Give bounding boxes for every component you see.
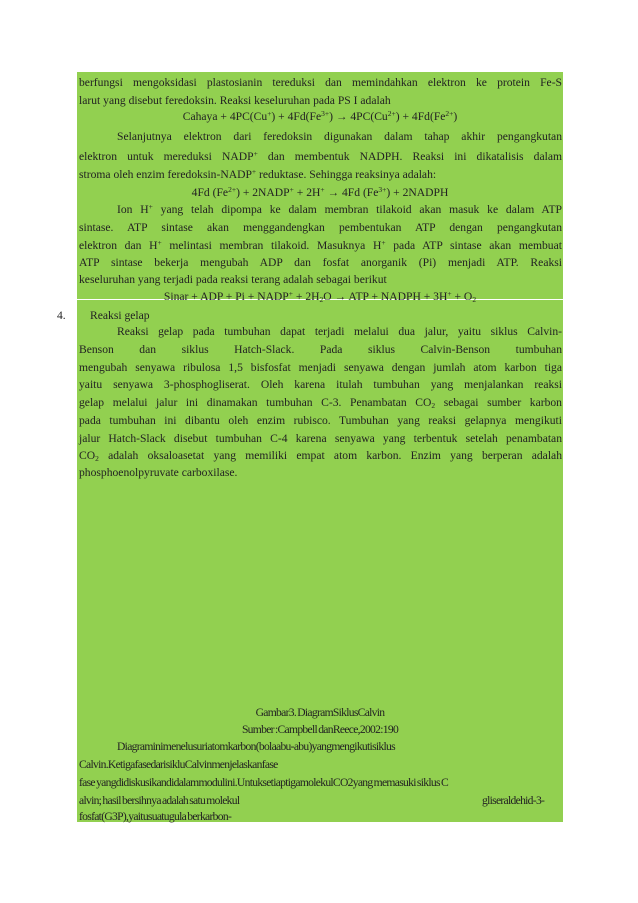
equation-nadph: 4Fd $(Fe^{2+})$ + 2NADP+ + 2H+ → 4Fd $(Fe^{3+})$ + 2NADPH	[191, 185, 449, 199]
paragraph-line: Reaksi gelap pada tumbuhan dapat terjadi melalui dua jalur, yaitu siklus Calvin-	[117, 325, 562, 338]
paragraph-line: Calvin.KetigafasedarisikluCalvinmenjelaskanfase	[79, 758, 278, 771]
paragraph-line: stroma oleh enzim feredoksin-NADP+ reduktase. Sehingga reaksinya adalah:	[79, 167, 437, 181]
paragraph-line: keseluruhan yang terjadi pada reaksi terang adalah sebagai berikut	[79, 273, 387, 286]
figure-source: Sumber :Campbell danReece,2002:190	[241, 723, 399, 736]
paragraph-line: yaitu senyawa 3-phosphogliserat. Oleh karena itulah tumbuhan yang menjalankan reaksi	[79, 378, 562, 391]
section-heading: Reaksi gelap	[90, 309, 150, 322]
paragraph-line: larut yang disebut feredoksin. Reaksi keseluruhan pada PS I adalah	[79, 94, 391, 107]
paragraph-line-end: gliseraldehid-3-	[482, 794, 545, 807]
section-number: 4.	[57, 309, 66, 322]
paragraph-line: fase yangdidiskusikandidalammodulini.UntuksetiaptigamolekulCO2yang memasuki siklus C	[79, 776, 449, 789]
paragraph-line: Benson dan siklus Hatch-Slack. Pada siklus Calvin-Benson tumbuhan	[79, 343, 562, 356]
paragraph-line: gelap melalui jalur ini dinamakan tumbuhan C-3. Penambatan $CO_2$ sebagai sumber karbon	[79, 396, 562, 410]
paragraph-line: phosphoenolpyruvate carboxilase.	[79, 466, 238, 479]
paragraph-line: fosfat(G3P),yaitusuatugula berkarbon-	[79, 810, 232, 823]
paragraph-line: mengubah senyawa ribulosa 1,5 bisfosfat menjadi senyawa dengan jumlah atom karbon tiga	[79, 361, 562, 374]
paragraph-line: pada tumbuhan ini dibantu oleh enzim rubisco. Tumbuhan yang reaksi gelapnya mengikuti	[79, 414, 562, 427]
paragraph-line: $CO_2$ adalah oksaloasetat yang memiliki empat atom karbon. Enzim yang berperan adalah	[79, 449, 562, 463]
paragraph-line: jalur Hatch-Slack disebut tumbuhan C-4 karena senyawa yang terbentuk setelah penambatan	[79, 432, 562, 445]
paragraph-line: berfungsi mengoksidasi plastosianin tereduksi dan memindahkan elektron ke protein Fe-S	[79, 76, 562, 89]
paragraph-line: ATP sintase bekerja mengubah ADP dan fosfat anorganik (Pi) menjadi ATP. Reaksi	[79, 256, 562, 269]
paragraph-line: elektron dan H+ melintasi membran tilakoid. Masuknya H+ pada ATP sintase akan membuat	[79, 238, 562, 252]
figure-caption: Gambar3. DiagramSiklusCalvin	[255, 706, 385, 719]
paragraph-line: Ion H+ yang telah dipompa ke dalam membran tilakoid akan masuk ke dalam ATP	[117, 202, 563, 216]
paragraph-line: Diagraminimenelusuriatomkarbon(bolaabu-abu)yangmengikutisiklus	[117, 740, 395, 753]
paragraph-line: alvin; hasil bersihnya adalah satu molekul	[79, 794, 240, 807]
paragraph-line: elektron untuk mereduksi NADP+ dan membentuk NADPH. Reaksi ini dikatalisis dalam	[79, 149, 562, 163]
paragraph-line: Selanjutnya elektron dari feredoksin digunakan dalam tahap akhir pengangkutan	[117, 130, 562, 143]
equation-light-reaction: Sinar + ADP + Pi + NADP+ + $2H_2O$ → ATP + NADPH + $3H^+ + O_2$	[163, 289, 477, 304]
paragraph-line: sintase. ATP sintase akan menggandengkan pembentukan ATP dengan pengangkutan	[79, 221, 562, 234]
equation-ps1: Cahaya + $4PC(Cu^+) + 4Fd(Fe^{3+}) \to 4PC(Cu^{2+}) + 4Fd(Fe^{2+})$	[182, 109, 458, 123]
